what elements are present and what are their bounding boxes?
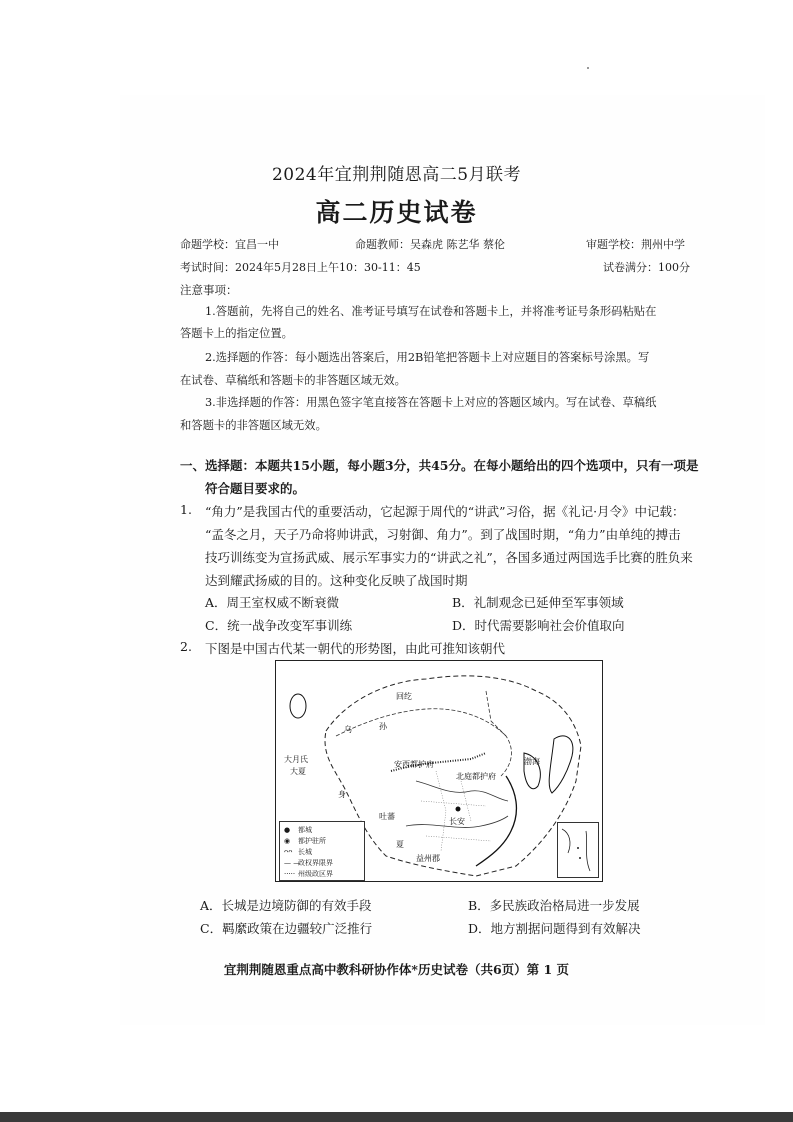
legend-capital: ● 都城	[284, 826, 312, 834]
page-footer: 宜荆荆随恩重点高中教科研协作体*历史试卷（共6页）第 1 页	[223, 962, 570, 977]
notice-line: 和答题卡的非答题区域无效。	[180, 419, 327, 432]
map-label: 北庭都护府	[456, 772, 496, 781]
question-number: 1.	[180, 502, 192, 517]
question-stem: “角力”是我国古代的重要活动，它起源于周代的“讲武”习俗，据《礼记·月令》中记载：	[205, 504, 685, 519]
map-label: 夏	[396, 840, 404, 849]
northern-boundary	[486, 691, 506, 736]
map-label: 安西都护府	[394, 760, 434, 769]
notice-line: 1.答题前，先将自己的姓名、准考证号填写在试卷和答题卡上，并将准考证号条形码粘贴在	[205, 305, 657, 318]
map-label: 身	[338, 790, 346, 799]
option-c[interactable]: C．统一战争改变军事训练	[205, 618, 353, 633]
question-stem: 下图是中国古代某一朝代的形势图，由此可推知该朝代	[205, 641, 506, 656]
notice-line: 在试卷、草稿纸和答题卡的非答题区域无效。	[180, 374, 406, 387]
setter-school: 命题学校：宜昌一中	[180, 238, 279, 251]
option-a[interactable]: A．长城是边境防御的有效手段	[200, 898, 372, 913]
capital-marker	[456, 807, 461, 812]
map-label: 吐蕃	[379, 812, 395, 821]
historical-map	[275, 660, 603, 882]
legend-boundary: — —政权界限界	[284, 859, 333, 867]
full-score: 试卷满分：100分	[603, 261, 690, 274]
map-label: 长安	[449, 817, 465, 826]
exam-title: 2024年宜荆荆随恩高二5月联考	[271, 165, 522, 185]
notice-heading: 注意事项：	[180, 283, 238, 297]
islands	[549, 736, 573, 793]
map-label: 乌	[344, 725, 352, 734]
notice-line: 3.非选择题的作答：用黑色签字笔直接答在答题卡上对应的答题区域内。写在试卷、草稿纸	[205, 396, 657, 409]
question-stem: 达到耀武扬威的目的。这种变化反映了战国时期	[205, 573, 468, 588]
option-b[interactable]: B．多民族政治格局进一步发展	[468, 898, 640, 913]
setter-teachers: 命题教师：吴森虎 陈艺华 蔡伦	[355, 238, 505, 251]
coastline	[476, 776, 516, 866]
question-number: 2.	[180, 639, 192, 654]
legend-prefecture: ····· 州级政区界	[284, 870, 333, 878]
map-label: 大月氏	[284, 755, 308, 764]
scan-edge	[0, 1112, 793, 1122]
exam-time: 考试时间：2024年5月28日上午10：30-11：45	[180, 261, 421, 274]
legend-wall: ᴖᴖ 长城	[284, 848, 312, 856]
section-instruction-cont: 符合题目要求的。	[205, 481, 306, 496]
review-school: 审题学校：荆州中学	[586, 238, 685, 251]
option-c[interactable]: C．羁縻政策在边疆较广泛推行	[200, 921, 373, 936]
option-b[interactable]: B．礼制观念已延伸至军事领域	[452, 595, 624, 610]
map-label: 益州郡	[416, 854, 440, 863]
lake	[290, 694, 306, 718]
map-label: 大夏	[290, 767, 306, 776]
notice-line: 答题卡上的指定位置。	[180, 327, 293, 340]
option-a[interactable]: A．周王室权威不断衰微	[205, 595, 340, 610]
map-label: 孙	[379, 722, 387, 731]
map-label: 回纥	[396, 692, 412, 701]
option-d[interactable]: D．地方割据问题得到有效解决	[468, 921, 641, 936]
question-stem: 技巧训练变为宣扬武威、展示军事实力的“讲武之礼”，各国多通过两国选手比赛的胜负来	[205, 550, 693, 565]
legend-protectorate: ◉ 都护驻所	[284, 837, 326, 845]
map-legend	[279, 821, 365, 881]
notice-line: 2.选择题的作答：每小题选出答案后，用2B铅笔把答题卡上对应题目的答案标号涂黑。写	[205, 351, 650, 364]
option-d[interactable]: D．时代需要影响社会价值取向	[452, 618, 625, 633]
scan-speck	[587, 67, 589, 69]
prefecture-boundaries	[421, 771, 491, 851]
question-stem: “孟冬之月，天子乃命将帅讲武，习射御、角力”。到了战国时期，“角力”由单纯的搏击	[205, 527, 681, 542]
south-sea-inset	[557, 822, 599, 878]
map-label: 渤海	[524, 757, 540, 766]
section-instruction: 一、选择题：本题共15小题，每小题3分，共45分。在每小题给出的四个选项中，只有一项是	[180, 458, 699, 473]
paper-title: 高二历史试卷	[315, 198, 478, 227]
